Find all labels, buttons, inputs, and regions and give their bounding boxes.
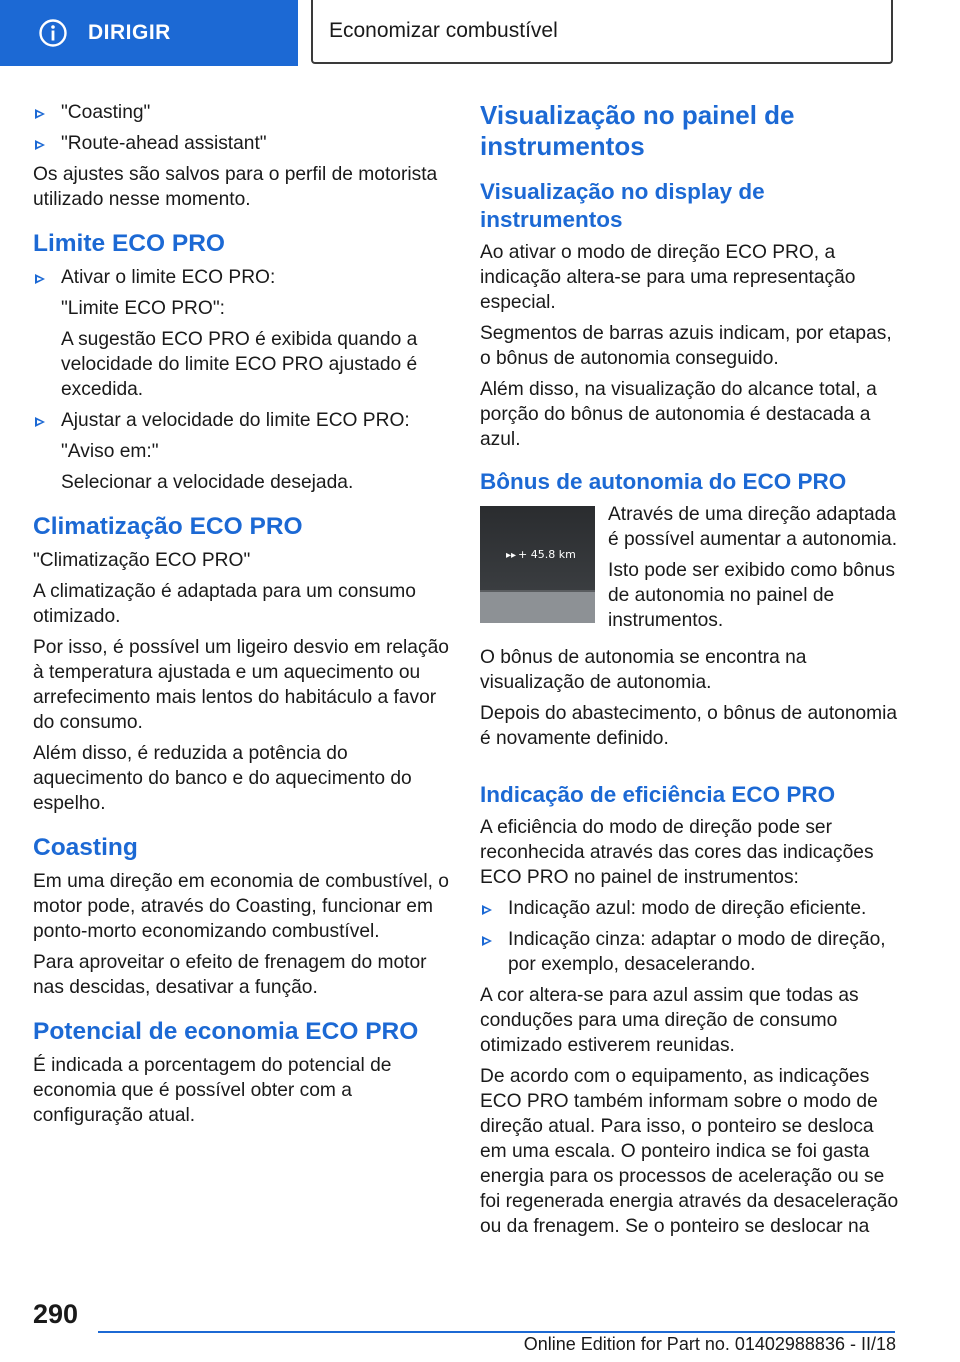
paragraph: Isto pode ser exibido como bônus de autonomia no painel de instrumentos. <box>608 560 895 631</box>
list-item: Indicação cinza: adaptar o modo de direção, por exemplo, desacelerando. <box>480 927 900 977</box>
section-label: DIRIGIR <box>88 21 171 44</box>
bonus-text <box>608 502 900 639</box>
right-column <box>480 100 900 1245</box>
double-chevron-icon: ▸▸ <box>506 550 517 561</box>
list-item: Indicação azul: modo de direção eficiente. <box>480 896 900 921</box>
paragraph: Em uma direção em economia de combustível, o motor pode, através do Coasting, funcionar em ponto-morto economizando combustível. <box>33 871 449 942</box>
chapter-title: Economizar combustível <box>329 19 558 42</box>
paragraph: Selecionar a velocidade desejada. <box>61 472 354 493</box>
menu-path: "Climatização ECO PRO" <box>33 550 251 571</box>
list-item <box>33 408 451 433</box>
heading-coasting: Coasting <box>33 834 138 861</box>
menu-path: "Aviso em:" <box>61 441 159 462</box>
heading-bonus: Bônus de autonomia do ECO PRO <box>480 469 847 494</box>
paragraph: Por isso, é possível um ligeiro desvio em relação à temperatura ajustada e um aquecimento ou arrefecimento mais lentos do habitáculo a favor do consumo. <box>33 637 449 733</box>
paragraph: Segmentos de barras azuis indicam, por etapas, o bônus de autonomia conseguido. <box>480 323 892 369</box>
settings-note: Os ajustes são salvos para o perfil de motorista utilizado nesse momento. <box>33 164 438 210</box>
edition-note: Online Edition for Part no. 01402988836 - II/18 <box>523 1334 896 1354</box>
subheading-display: Visualização no display de instrumentos <box>480 179 765 232</box>
heading-eco-limit: Limite ECO PRO <box>33 230 225 257</box>
eco-limit-list-2 <box>33 408 451 433</box>
paragraph: Além disso, é reduzida a potência do aquecimento do banco e do aquecimento do espelho. <box>33 743 412 814</box>
info-icon <box>38 18 68 48</box>
paragraph: A eficiência do modo de direção pode ser reconhecida através das cores das indicações ECO PRO no painel de instrumentos: <box>480 817 874 888</box>
chapter-title-box <box>311 0 893 64</box>
footer-divider <box>98 1331 895 1333</box>
section-tab[interactable] <box>0 0 298 66</box>
paragraph: A sugestão ECO PRO é exibida quando a velocidade do limite ECO PRO ajustado é excedida. <box>61 329 418 400</box>
page-header <box>0 0 960 66</box>
paragraph: Ao ativar o modo de direção ECO PRO, a indicação altera-se para uma representação especial. <box>480 242 856 313</box>
menu-path: "Limite ECO PRO": <box>61 298 225 319</box>
list-item: "Route-ahead assistant" <box>33 131 451 156</box>
list-item: "Coasting" <box>33 100 451 125</box>
range-bonus-readout: ▸▸ + 45.8 km <box>506 548 576 561</box>
heading-potential: Potencial de economia ECO PRO <box>33 1018 419 1045</box>
paragraph: Através de uma direção adaptada é possível aumentar a autonomia. <box>608 504 898 550</box>
paragraph: A climatização é adaptada para um consumo otimizado. <box>33 581 416 627</box>
paragraph: Depois do abastecimento, o bônus de autonomia é novamente definido. <box>480 703 898 749</box>
heading-display: Visualização no painel de instrumentos <box>480 100 795 161</box>
list-item-text: Ajustar a velocidade do limite ECO PRO: <box>61 410 410 431</box>
bonus-figure-row <box>480 502 900 639</box>
mode-list <box>33 100 451 156</box>
range-bonus-display-image <box>480 506 595 623</box>
heading-efficiency: Indicação de eficiência ECO PRO <box>480 782 836 807</box>
paragraph: O bônus de autonomia se encontra na visualização de autonomia. <box>480 647 807 693</box>
list-item <box>33 265 451 290</box>
paragraph: Para aproveitar o efeito de frenagem do motor nas descidas, desativar a função. <box>33 952 427 998</box>
left-column <box>33 100 451 1134</box>
list-item-text: Ativar o limite ECO PRO: <box>61 267 276 288</box>
paragraph: De acordo com o equipamento, as indicações ECO PRO também informam sobre o modo de direção atual. Para isso, o ponteiro se desloca em uma escala. O ponteiro indica se foi gasta energia para os processos de aceleração ou se foi regenerada energia através da desaceleração ou da frenagem. Se o ponteiro se deslocar na <box>480 1066 899 1237</box>
paragraph: É indicada a porcentagem do potencial de economia que é possível obter com a configuração atual. <box>33 1055 392 1126</box>
heading-climate: Climatização ECO PRO <box>33 513 303 540</box>
eco-limit-list <box>33 265 451 290</box>
page-number: 290 <box>33 1299 79 1329</box>
efficiency-list <box>480 896 900 977</box>
paragraph: Além disso, na visualização do alcance total, a porção do bônus de autonomia é destacada a azul. <box>480 379 877 450</box>
paragraph: A cor altera-se para azul assim que todas as conduções para uma direção de consumo otimizado estiverem reunidas. <box>480 985 859 1056</box>
